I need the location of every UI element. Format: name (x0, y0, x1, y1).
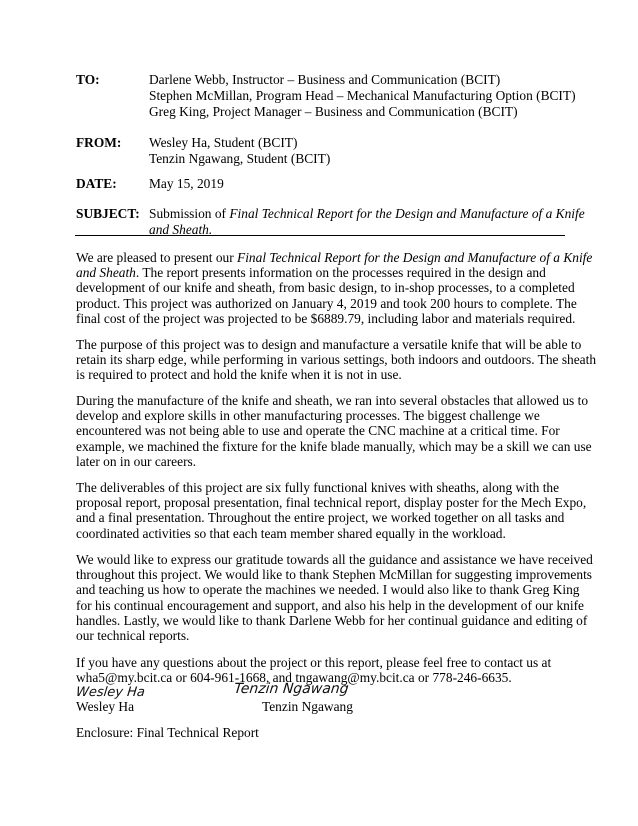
text-line: The purpose of this project was to design and manufacture a versatile knife that will be able to (76, 337, 582, 352)
to-label: TO: (76, 72, 100, 87)
text-line: If you have any questions about the project or this report, please feel free to contact us at (76, 655, 552, 670)
from-senders (149, 135, 330, 167)
text-line: and a final presentation. Throughout the entire project, we worked together on all tasks and (76, 510, 565, 526)
text-line: for his continual encouragement and support, and also his help in the development of our knife (76, 597, 584, 613)
text-line: final cost of the project was projected to be $6889.79, including labor and materials required. (76, 310, 576, 326)
text-line: encountered was not being able to use and operate the CNC machine at a critical time. For (76, 423, 560, 439)
paragraph-deliverables (76, 480, 587, 541)
text-line: The deliverables of this project are six fully functional knives with sheaths, along with the (76, 480, 560, 495)
from-line: Wesley Ha, Student (BCIT) (149, 135, 298, 150)
signer-name-tenzin: Tenzin Ngawang (262, 699, 353, 714)
text-line: product. This project was authorized on January 4, 2019 and took 200 hours to complete. The (76, 295, 577, 311)
text-line: handles. Lastly, we would like to thank Darlene Webb for her continual guidance and editing of (76, 612, 588, 628)
to-line: Darlene Webb, Instructor – Business and Communication (BCIT) (149, 72, 501, 87)
date-label: DATE: (76, 176, 117, 191)
report-title: Final Technical Report for the Design and Manufacture of a Knife (237, 250, 593, 265)
text-line: our technical reports. (76, 628, 190, 644)
report-title-cont: and Sheath (76, 265, 136, 281)
text-run: We are pleased to present our (76, 250, 238, 265)
paragraph-obstacles (76, 393, 592, 469)
subject-label: SUBJECT: (76, 206, 140, 221)
to-recipients (149, 72, 576, 120)
text-line: later on in our careers. (76, 453, 197, 469)
from-label: FROM: (76, 135, 122, 150)
signature-tenzin: Tenzin Ngawang (233, 681, 350, 697)
text-line: development of our knife and sheath, from basic design, to in-shop processes, to a completed (76, 280, 575, 296)
header-divider (75, 235, 565, 236)
text-line: throughout this project. We would like to thank Stephen McMillan for suggesting improvements (76, 567, 593, 583)
enclosure-note: Enclosure: Final Technical Report (76, 725, 259, 740)
to-line: Greg King, Project Manager – Business and Communication (BCIT) (149, 104, 518, 119)
text-line: proposal report, proposal presentation, final technical report, display poster for the Mech Expo, (76, 495, 587, 511)
paragraph-gratitude (76, 552, 593, 644)
text-line: wha5@my.bcit.ca or 604-961-1668, and tngawang@my.bcit.ca or 778-246-6635. (76, 670, 512, 686)
paragraph-purpose (76, 337, 597, 383)
text-line: We would like to express our gratitude towards all the guidance and assistance we have received (76, 552, 593, 567)
text-line: is required to protect and hold the knife when it is not in use. (76, 367, 402, 383)
text-line: and teaching us how to operate the machines we needed. I would also like to thank Greg King (76, 582, 580, 598)
paragraph-intro (76, 250, 593, 326)
subject-value (149, 206, 585, 238)
text-run: . The report presents information on the processes required in the design and (135, 265, 546, 281)
text-line: develop and explore skills in other manufacturing processes. The biggest challenge we (76, 408, 540, 424)
text-line: During the manufacture of the knife and sheath, we ran into several obstacles that allowed us to (76, 393, 589, 408)
subject-prefix: Submission of (149, 206, 230, 221)
text-line: retain its sharp edge, while performing in various settings, both indoors and outdoors. The sheath (76, 352, 597, 368)
text-line: coordinated activities so that each team member shared equally in the workload. (76, 525, 506, 541)
subject-title-cont: and Sheath. (149, 222, 213, 237)
from-line: Tenzin Ngawang, Student (BCIT) (149, 151, 331, 166)
signature-wesley: Wesley Ha (75, 685, 146, 700)
signer-name-wesley: Wesley Ha (76, 699, 135, 714)
text-line: example, we machined the fixture for the knife blade manually, which may be a skill we can use (76, 438, 592, 454)
to-line: Stephen McMillan, Program Head – Mechanical Manufacturing Option (BCIT) (149, 88, 576, 103)
date-value: May 15, 2019 (149, 176, 224, 191)
subject-title: Final Technical Report for the Design and Manufacture of a Knife (229, 206, 585, 221)
